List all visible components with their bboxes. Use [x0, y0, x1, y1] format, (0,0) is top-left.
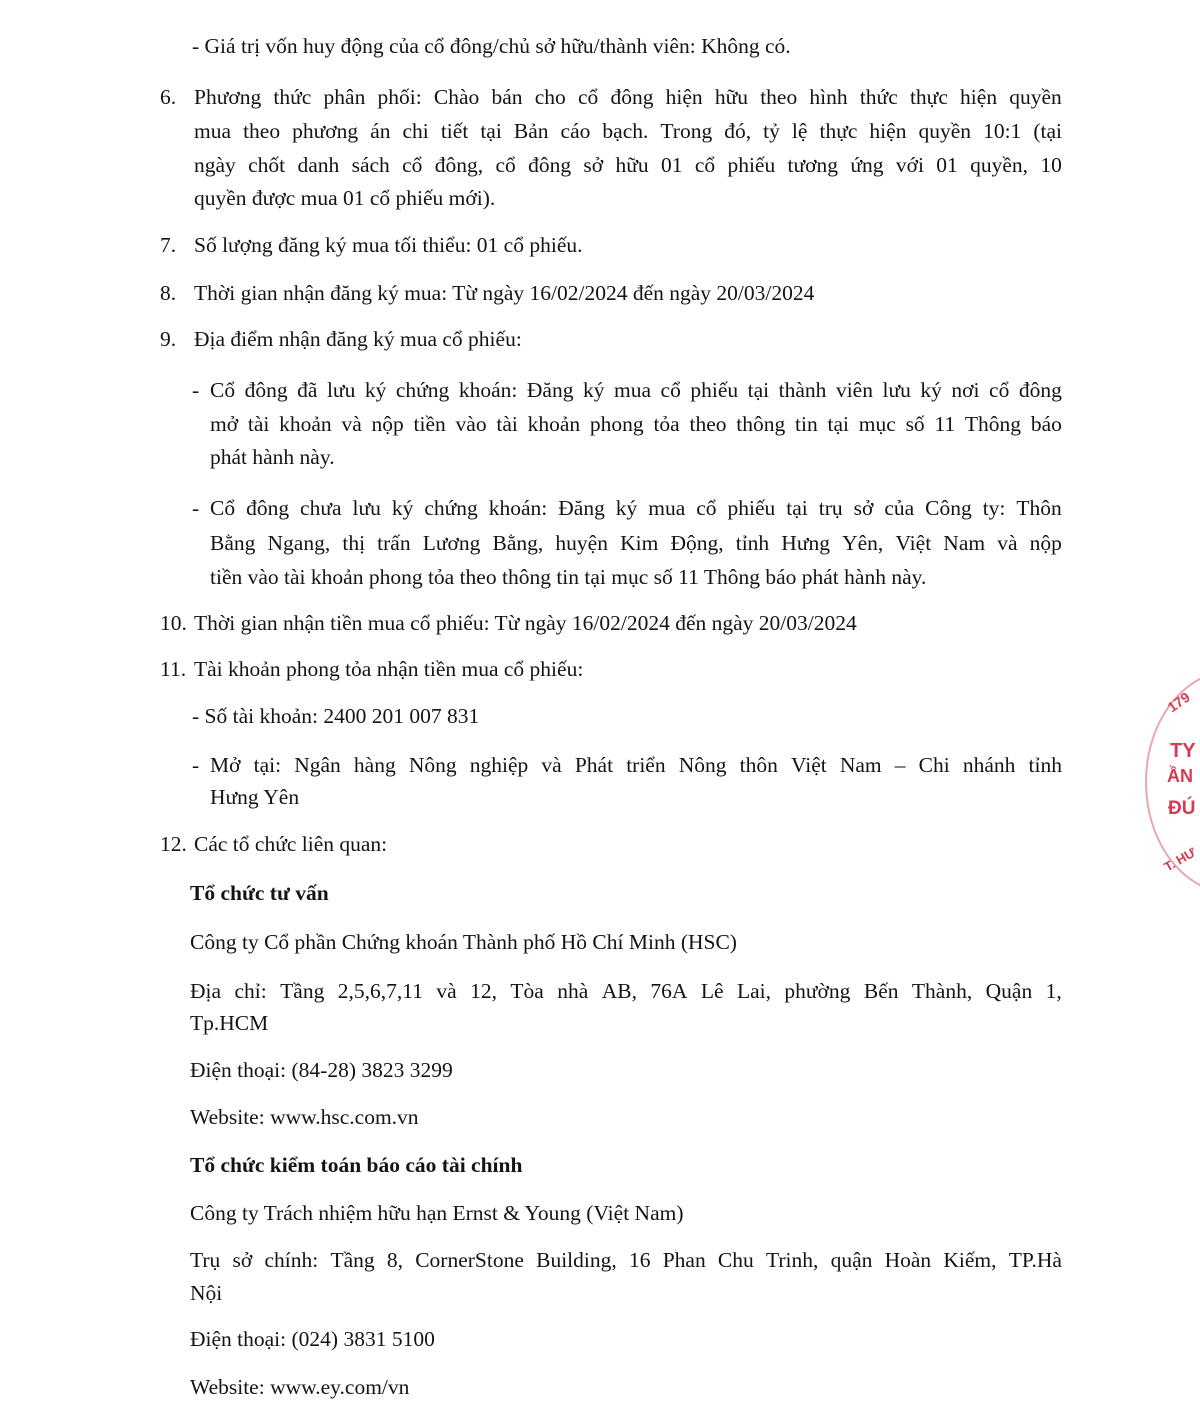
- text-line: [0, 1100, 1200, 1134]
- text-span: Thời gian nhận tiền mua cổ phiếu: Từ ngày 16/02/2024 đến ngày 20/03/2024: [194, 611, 857, 635]
- text-line: [0, 560, 1200, 594]
- text-line: [0, 1243, 1200, 1277]
- list-item-7: [0, 228, 1200, 262]
- text-span: quyền được mua 01 cổ phiếu mới).: [194, 186, 496, 210]
- text-span: phát hành này.: [210, 445, 335, 469]
- text-span: Hưng Yên: [210, 785, 300, 809]
- text-line: [0, 925, 1200, 959]
- justified-line: Địa chỉ: Tầng 2,5,6,7,11 và 12, Tòa nhà AB, 76A Lê Lai, phường Bến Thành, Quận 1,: [190, 979, 1062, 1003]
- list-number: 7.: [160, 233, 177, 257]
- text-span: Website: www.ey.com/vn: [190, 1375, 410, 1399]
- bullet-dash: -: [192, 378, 200, 402]
- text-line: [0, 1006, 1200, 1040]
- list-number: 6.: [160, 85, 177, 109]
- text-line: [0, 526, 1200, 560]
- text-line: [0, 780, 1200, 814]
- justified-line: Cổ đông chưa lưu ký chứng khoán: Đăng ký mua cổ phiếu tại trụ sở của Công ty: Thôn: [210, 496, 1062, 520]
- text-line: [0, 1276, 1200, 1310]
- section-heading: [0, 876, 1200, 910]
- text-span: Số lượng đăng ký mua tối thiểu: 01 cổ phiếu.: [194, 233, 583, 257]
- justified-line: mua theo phương án chi tiết tại Bản cáo bạch. Trong đó, tỷ lệ thực hiện quyền 10:1 (tại: [194, 119, 1062, 143]
- bullet-item: [0, 748, 1200, 782]
- text-span: - Số tài khoản: 2400 201 007 831: [192, 704, 480, 728]
- justified-line: Mở tại: Ngân hàng Nông nghiệp và Phát triển Nông thôn Việt Nam – Chi nhánh tỉnh: [210, 753, 1062, 777]
- bullet-dash: -: [192, 496, 200, 520]
- text-line: [0, 1053, 1200, 1087]
- text-line: [0, 1196, 1200, 1230]
- justified-line: Phương thức phân phối: Chào bán cho cổ đông hiện hữu theo hình thức thực hiện quyền: [194, 85, 1062, 109]
- list-number: 10.: [160, 611, 187, 635]
- text-line: [0, 114, 1200, 148]
- company-seal: [1145, 660, 1200, 910]
- text-span: Công ty Cổ phần Chứng khoán Thành phố Hồ Chí Minh (HSC): [190, 930, 737, 954]
- list-item-11: [0, 652, 1200, 686]
- justified-line: Cổ đông đã lưu ký chứng khoán: Đăng ký mua cổ phiếu tại thành viên lưu ký nơi cổ đông: [210, 378, 1062, 402]
- text-line: [0, 148, 1200, 182]
- text-span: Website: www.hsc.com.vn: [190, 1105, 419, 1129]
- seal-text: T. HƯ: [1161, 844, 1199, 875]
- text-line: [0, 29, 1200, 63]
- list-number: 9.: [160, 327, 177, 351]
- bullet-item: [0, 373, 1200, 407]
- list-number: 12.: [160, 832, 187, 856]
- text-span: Địa điểm nhận đăng ký mua cổ phiếu:: [194, 327, 522, 351]
- heading-text: Tổ chức kiểm toán báo cáo tài chính: [190, 1153, 523, 1177]
- text-line: [0, 974, 1200, 1008]
- text-line: [0, 407, 1200, 441]
- text-span: Các tổ chức liên quan:: [194, 832, 388, 856]
- text-span: Tài khoản phong tỏa nhận tiền mua cổ phiếu:: [194, 657, 584, 681]
- list-item-9: [0, 322, 1200, 356]
- justified-line: Bằng Ngang, thị trấn Lương Bằng, huyện Kim Động, tỉnh Hưng Yên, Việt Nam và nộp: [210, 531, 1062, 555]
- seal-text: ĐÚ: [1168, 798, 1196, 819]
- seal-text: ẦN: [1167, 766, 1193, 786]
- text-span: Công ty Trách nhiệm hữu hạn Ernst & Young (Việt Nam): [190, 1201, 684, 1225]
- list-number: 11.: [160, 657, 187, 681]
- text-line: [0, 440, 1200, 474]
- list-item-6: [0, 80, 1200, 114]
- bullet-item: [0, 491, 1200, 525]
- justified-line: Trụ sở chính: Tầng 8, CornerStone Building, 16 Phan Chu Trinh, quận Hoàn Kiếm, TP.Hà: [190, 1248, 1062, 1272]
- text-span: tiền vào tài khoản phong tỏa theo thông tin tại mục số 11 Thông báo phát hành này.: [210, 565, 927, 589]
- list-item-12: [0, 827, 1200, 861]
- text-line: [0, 1322, 1200, 1356]
- text-span: Điện thoại: (84-28) 3823 3299: [190, 1058, 453, 1082]
- text-line: [0, 1370, 1200, 1404]
- list-item-10: [0, 606, 1200, 640]
- text-span: Tp.HCM: [190, 1011, 269, 1035]
- list-number: 8.: [160, 281, 177, 305]
- bullet-dash: -: [192, 753, 200, 777]
- justified-line: ngày chốt danh sách cổ đông, cổ đông sở hữu 01 cổ phiếu tương ứng với 01 quyền, 10: [194, 153, 1062, 177]
- seal-text: 179: [1164, 688, 1193, 716]
- text-line: [0, 181, 1200, 215]
- list-item-8: [0, 276, 1200, 310]
- text-span: Nội: [190, 1281, 223, 1305]
- heading-text: Tổ chức tư vấn: [190, 881, 329, 905]
- bullet-item: [0, 699, 1200, 733]
- justified-line: mở tài khoản và nộp tiền vào tài khoản phong tỏa theo thông tin tại mục số 11 Thông báo: [210, 412, 1062, 436]
- text-span: Thời gian nhận đăng ký mua: Từ ngày 16/02/2024 đến ngày 20/03/2024: [194, 281, 815, 305]
- text-span: Điện thoại: (024) 3831 5100: [190, 1327, 435, 1351]
- seal-text: TY: [1170, 740, 1196, 762]
- text-span: - Giá trị vốn huy động của cổ đông/chủ sở hữu/thành viên: Không có.: [192, 34, 791, 58]
- section-heading: [0, 1148, 1200, 1182]
